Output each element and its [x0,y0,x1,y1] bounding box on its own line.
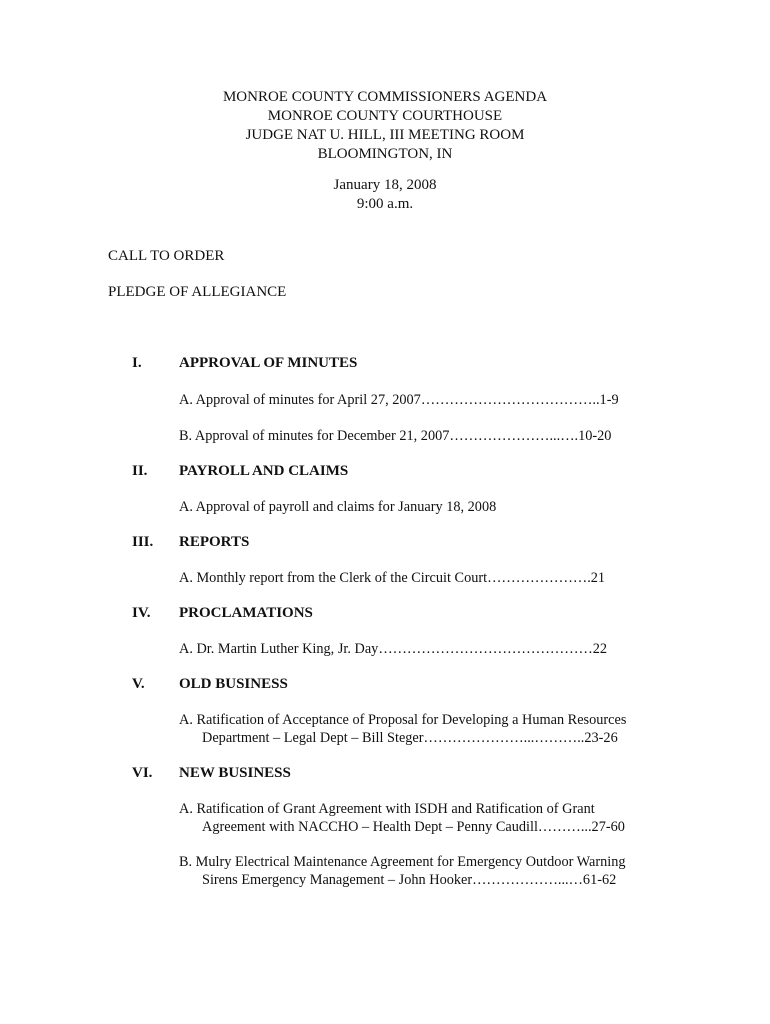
agenda-item-text: A. Ratification of Acceptance of Proposal for Developing a Human Resources [179,712,627,728]
section-numeral: II. [132,463,148,479]
agenda-item [179,853,659,889]
agenda-item-text-continued: Department – Legal Dept – Bill Steger…………………...………..23-26 [202,730,618,746]
agenda-item-text: A. Dr. Martin Luther King, Jr. Day………………………………………22 [179,641,608,657]
call-to-order: CALL TO ORDER [108,248,225,264]
pledge-of-allegiance: PLEDGE OF ALLEGIANCE [108,284,287,300]
agenda-item [179,391,659,409]
agenda-item [179,569,659,587]
section-title: REPORTS [179,534,250,550]
header-location: MONROE COUNTY COURTHOUSE [267,108,503,124]
agenda-item-text: A. Monthly report from the Clerk of the Circuit Court………………….21 [179,570,606,586]
header-room: JUDGE NAT U. HILL, III MEETING ROOM [245,127,525,143]
section-title: NEW BUSINESS [179,765,291,781]
agenda-item [179,498,659,516]
meeting-datetime [0,176,770,214]
section-numeral: VI. [132,765,153,781]
meeting-date: January 18, 2008 [333,177,437,193]
agenda-item-text: A. Approval of minutes for April 27, 2007………………………………..1-9 [179,392,619,408]
header-title: MONROE COUNTY COMMISSIONERS AGENDA [222,89,548,105]
agenda-item-text: A. Ratification of Grant Agreement with ISDH and Ratification of Grant [179,801,595,817]
section-numeral: V. [132,676,145,692]
agenda-item-text: B. Mulry Electrical Maintenance Agreement for Emergency Outdoor Warning [179,854,626,870]
agenda-item [179,427,659,445]
section-numeral: III. [132,534,154,550]
section-title: PAYROLL AND CLAIMS [179,463,349,479]
agenda-header [0,88,770,164]
agenda-item-text-continued: Sirens Emergency Management – John Hooker………………...…61-62 [202,872,617,888]
section-title: APPROVAL OF MINUTES [179,355,358,371]
agenda-item-text: B. Approval of minutes for December 21, 2007…………………...….10-20 [179,428,612,444]
section-title: PROCLAMATIONS [179,605,313,621]
agenda-item-text: A. Approval of payroll and claims for January 18, 2008 [179,499,497,515]
agenda-item-text-continued: Agreement with NACCHO – Health Dept – Penny Caudill………...27-60 [202,819,625,835]
section-title: OLD BUSINESS [179,676,288,692]
agenda-item [179,800,659,836]
agenda-item [179,640,659,658]
header-city: BLOOMINGTON, IN [317,146,453,162]
section-numeral: I. [132,355,142,371]
section-numeral: IV. [132,605,151,621]
meeting-time: 9:00 a.m. [356,196,414,212]
agenda-item [179,711,659,747]
